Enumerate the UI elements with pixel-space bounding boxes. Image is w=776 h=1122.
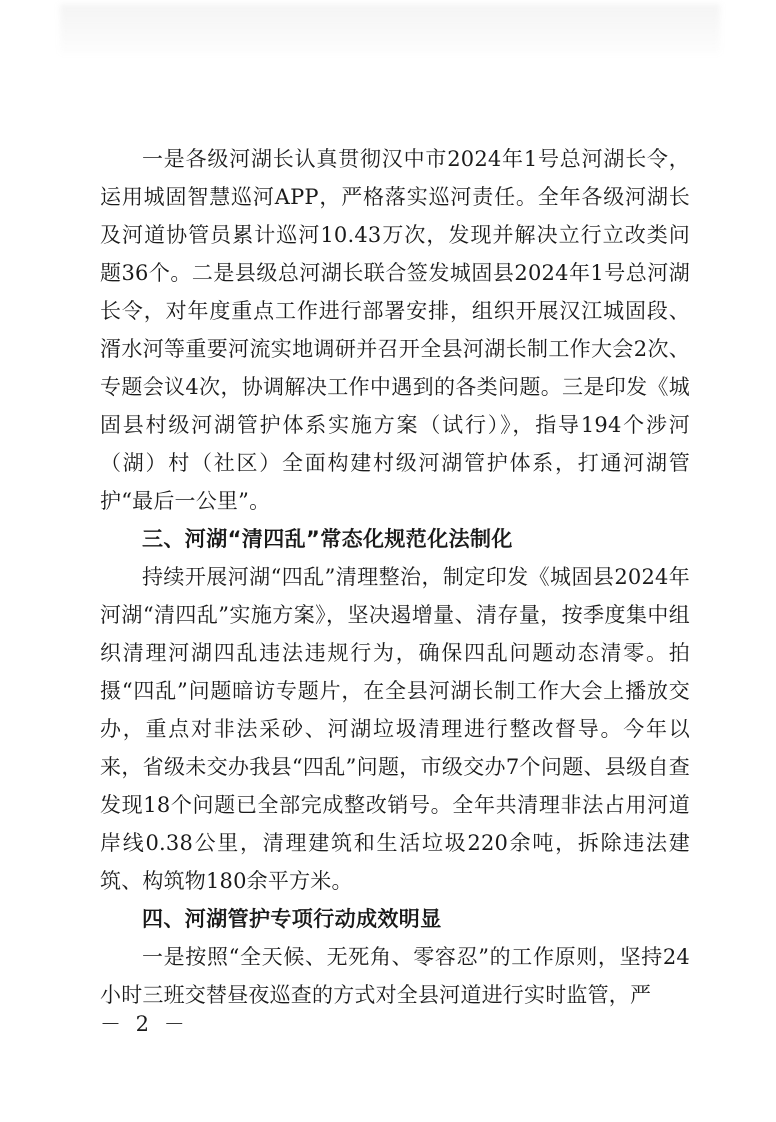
section-heading-3: 三、河湖“清四乱”常态化规范化法制化: [142, 527, 513, 551]
paragraph-2: 持续开展河湖“四乱”清理整治，制定印发《城固县2024年河湖“清四乱”实施方案》，坚决遏增量、清存量，按季度集中组织清理河湖四乱违法违规行为，确保四乱问题动态清零。拍摄“四乱”问题暗访专题片，在全县河湖长制工作大会上播放交办，重点对非法采砂、河湖垃圾清理进行整改督导。今年以来，省级未交办我县“四乱”问题，市级交办7个问题、县级自查发现18个问题已全部完成整改销号。全年共清理非法占用河道岸线0.38公里，清理建筑和生活垃圾220余吨，拆除违法建筑、构筑物180余平方米。: [100, 565, 690, 893]
paragraph-3: 一是按照“全天候、无死角、零容忍”的工作原则，坚持24小时三班交替昼夜巡查的方式对全县河道进行实时监管，严: [100, 945, 690, 1007]
paragraph-1: 一是各级河湖长认真贯彻汉中市2024年1号总河湖长令，运用城固智慧巡河APP，严格落实巡河责任。全年各级河湖长及河道协管员累计巡河10.43万次，发现并解决立行立改类问题36个。二是县级总河湖长联合签发城固县2024年1号总河湖长令，对年度重点工作进行部署安排，组织开展汉江城固段、湑水河等重要河流实地调研并召开全县河湖长制工作大会2次、专题会议4次，协调解决工作中遇到的各类问题。三是印发《城固县村级河湖管护体系实施方案（试行）》，指导194个涉河（湖）村（社区）全面构建村级河湖管护体系，打通河湖管护“最后一公里”。: [100, 147, 690, 513]
show-through-bleed: [60, 4, 720, 54]
document-body: [100, 140, 690, 1014]
section-heading-4: 四、河湖管护专项行动成效明显: [142, 907, 442, 931]
page-number: － 2 －: [100, 1012, 189, 1036]
